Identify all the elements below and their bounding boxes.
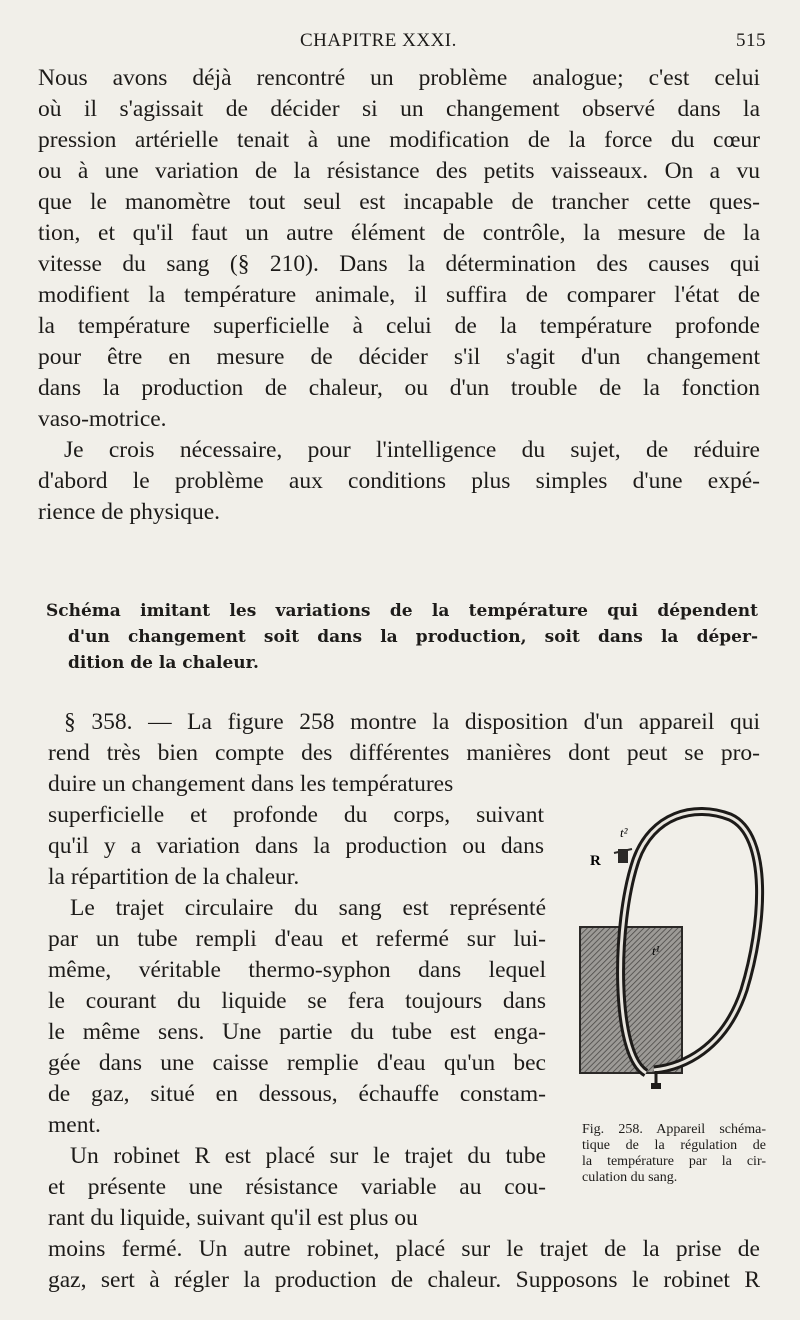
text-line: rience de physique. (38, 499, 221, 525)
text-line: et présente une résistance variable au cou- (48, 1174, 546, 1200)
text-line: duire un changement dans les températures (48, 771, 454, 797)
text-line: § 358. — La figure 258 montre la disposition d'un appareil qui (64, 709, 760, 735)
valve-label: R (590, 853, 601, 869)
text-line: pour être en mesure de décider s'il s'agit d'un changement (38, 344, 760, 370)
text-line: ment. (48, 1112, 101, 1138)
t2-label: t² (620, 825, 628, 840)
text-line: Un robinet R est placé sur le trajet du tube (70, 1143, 546, 1169)
section-heading: dition de la chaleur. (68, 653, 259, 673)
caption-line: culation du sang. (582, 1170, 678, 1185)
text-line: Nous avons déjà rencontré un problème analogue; c'est celui (38, 65, 760, 91)
text-line: même, véritable thermo-syphon dans lequel (48, 957, 546, 983)
text-line: Je crois nécessaire, pour l'intelligence du sujet, de réduire (64, 437, 760, 463)
caption-line: Fig. 258. Appareil schéma- (582, 1122, 766, 1137)
text-line: dans la production de chaleur, ou d'un trouble de la fonction (38, 375, 760, 401)
text-line: vaso-motrice. (38, 406, 167, 432)
text-line: Le trajet circulaire du sang est représenté (70, 895, 546, 921)
text-line: qu'il y a variation dans la production ou dans (48, 833, 544, 859)
text-line: par un tube rempli d'eau et refermé sur lui- (48, 926, 546, 952)
text-line: pression artérielle tenait à une modification de la force du cœur (38, 127, 760, 153)
text-line: gaz, sert à régler la production de chaleur. Supposons le robinet R (48, 1267, 760, 1293)
text-line: de gaz, situé en dessous, échauffe constam- (48, 1081, 546, 1107)
valve-r (614, 849, 632, 863)
text-line: superficielle et profonde du corps, suivant (48, 802, 544, 828)
text-line: rant du liquide, suivant qu'il est plus ou (48, 1205, 418, 1231)
chapter-title: CHAPITRE XXXI. (300, 30, 457, 51)
text-line: moins fermé. Un autre robinet, placé sur le trajet de la prise de (48, 1236, 760, 1262)
text-line: ou à une variation de la résistance des petits vaisseaux. On a vu (38, 158, 760, 184)
text-line: rend très bien compte des différentes manières dont peut se pro- (48, 740, 760, 766)
figure-258 (574, 805, 770, 1095)
section-heading: d'un changement soit dans la production, soit dans la déper- (68, 627, 758, 647)
caption-line: la température par la cir- (582, 1154, 766, 1169)
text-line: la température superficielle à celui de la température profonde (38, 313, 760, 339)
text-line: le même sens. Une partie du tube est enga- (48, 1019, 546, 1045)
text-line: où il s'agissait de décider si un changement observé dans la (38, 96, 760, 122)
figure-caption (582, 1122, 766, 1186)
text-line: d'abord le problème aux conditions plus simples d'une expé- (38, 468, 760, 494)
text-line: le courant du liquide se fera toujours dans (48, 988, 546, 1014)
text-line: vitesse du sang (§ 210). Dans la détermination des causes qui (38, 251, 760, 277)
section-heading: Schéma imitant les variations de la température qui dépendent (46, 601, 758, 621)
text-line: gée dans une caisse remplie d'eau qu'un bec (48, 1050, 546, 1076)
t1-label: t¹ (652, 943, 660, 958)
page-number: 515 (736, 30, 766, 51)
text-line: tion, et qu'il faut un autre élément de contrôle, la mesure de la (38, 220, 760, 246)
text-line: modifient la température animale, il suffira de comparer l'état de (38, 282, 760, 308)
text-line: la répartition de la chaleur. (48, 864, 300, 890)
text-line: que le manomètre tout seul est incapable de trancher cette ques- (38, 189, 760, 215)
running-head (0, 30, 800, 56)
caption-line: tique de la régulation de (582, 1138, 766, 1153)
